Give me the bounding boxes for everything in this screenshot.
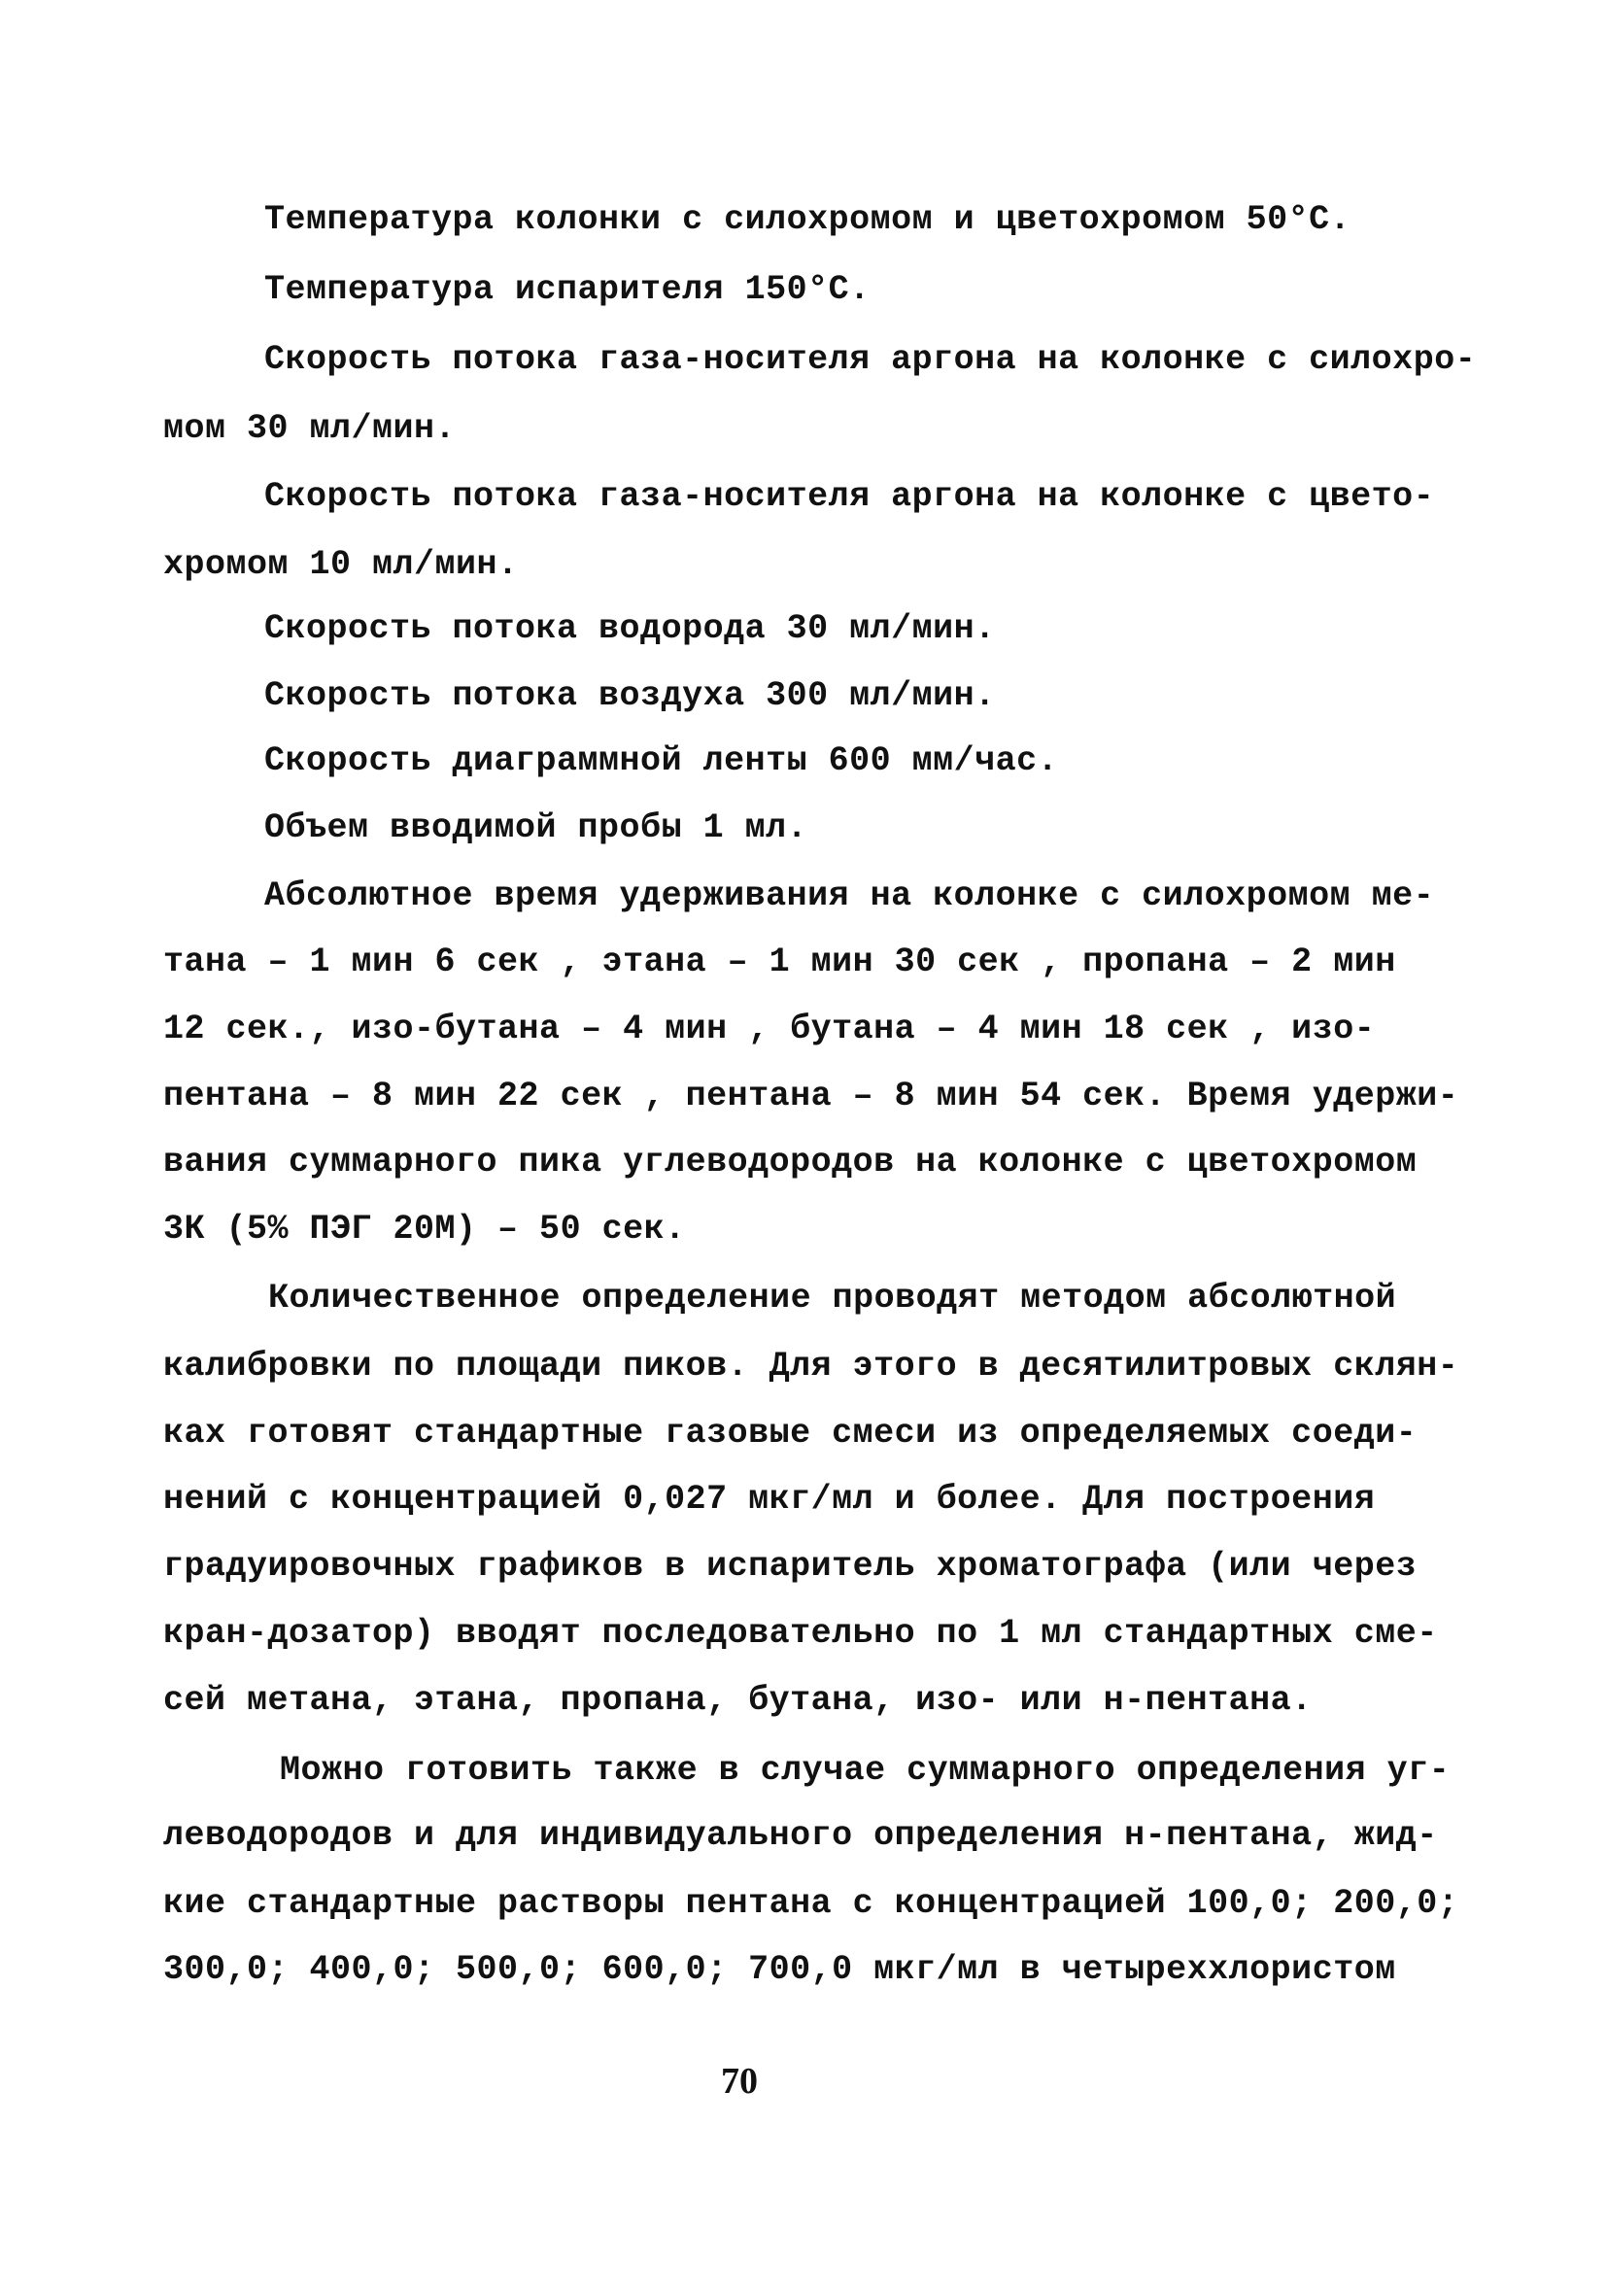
text-line: 12 сек., изо-бутана – 4 мин , бутана – 4 мин 18 сек , изо- xyxy=(163,1010,1376,1048)
text-line: градуировочных графиков в испаритель хроматографа (или через xyxy=(163,1547,1418,1586)
text-line: Объем вводимой пробы 1 мл. xyxy=(264,808,808,847)
text-line: Скорость потока водорода 30 мл/мин. xyxy=(264,609,996,648)
text-line: кие стандартные растворы пентана с концентрацией 100,0; 200,0; xyxy=(163,1884,1459,1923)
text-line: тана – 1 мин 6 сек , этана – 1 мин 30 сек , пропана – 2 мин xyxy=(163,942,1396,981)
text-line: ках готовят стандартные газовые смеси из определяемых соеди- xyxy=(163,1414,1418,1453)
text-line: Скорость потока воздуха 300 мл/мин. xyxy=(264,676,996,715)
text-line: Скорость диаграммной ленты 600 мм/час. xyxy=(264,741,1059,780)
text-line: вания суммарного пика углеводородов на колонке с цветохромом xyxy=(163,1143,1418,1182)
text-line: нений с концентрацией 0,027 мкг/мл и более. Для построения xyxy=(163,1480,1376,1519)
text-line: Абсолютное время удерживания на колонке с силохромом ме- xyxy=(264,876,1435,915)
text-line: леводородов и для индивидуального определения н-пентана, жид- xyxy=(163,1816,1438,1855)
text-line: мом 30 мл/мин. xyxy=(163,409,457,448)
text-line: Температура колонки с силохромом и цветохромом 50°C. xyxy=(264,200,1351,239)
text-line: Температура испарителя 150°C. xyxy=(264,270,871,309)
text-line: Можно готовить также в случае суммарного определения уг- xyxy=(280,1751,1451,1790)
text-line: сей метана, этана, пропана, бутана, изо- или н-пентана. xyxy=(163,1681,1313,1720)
text-line: 300,0; 400,0; 500,0; 600,0; 700,0 мкг/мл в четыреххлористом xyxy=(163,1950,1396,1989)
page-number: 70 xyxy=(721,2061,758,2102)
text-line: 3К (5% ПЭГ 20М) – 50 сек. xyxy=(163,1210,686,1249)
text-line: Количественное определение проводят методом абсолютной xyxy=(268,1279,1397,1318)
text-line: пентана – 8 мин 22 сек , пентана – 8 мин 54 сек. Время удержи- xyxy=(163,1077,1459,1115)
text-line: Скорость потока газа-носителя аргона на колонке с силохро- xyxy=(264,340,1477,379)
text-line: хромом 10 мл/мин. xyxy=(163,545,519,584)
text-line: калибровки по площади пиков. Для этого в десятилитровых склян- xyxy=(163,1347,1459,1386)
text-line: кран-дозатор) вводят последовательно по 1 мл стандартных сме- xyxy=(163,1614,1438,1653)
text-line: Скорость потока газа-носителя аргона на колонке с цвето- xyxy=(264,477,1435,516)
